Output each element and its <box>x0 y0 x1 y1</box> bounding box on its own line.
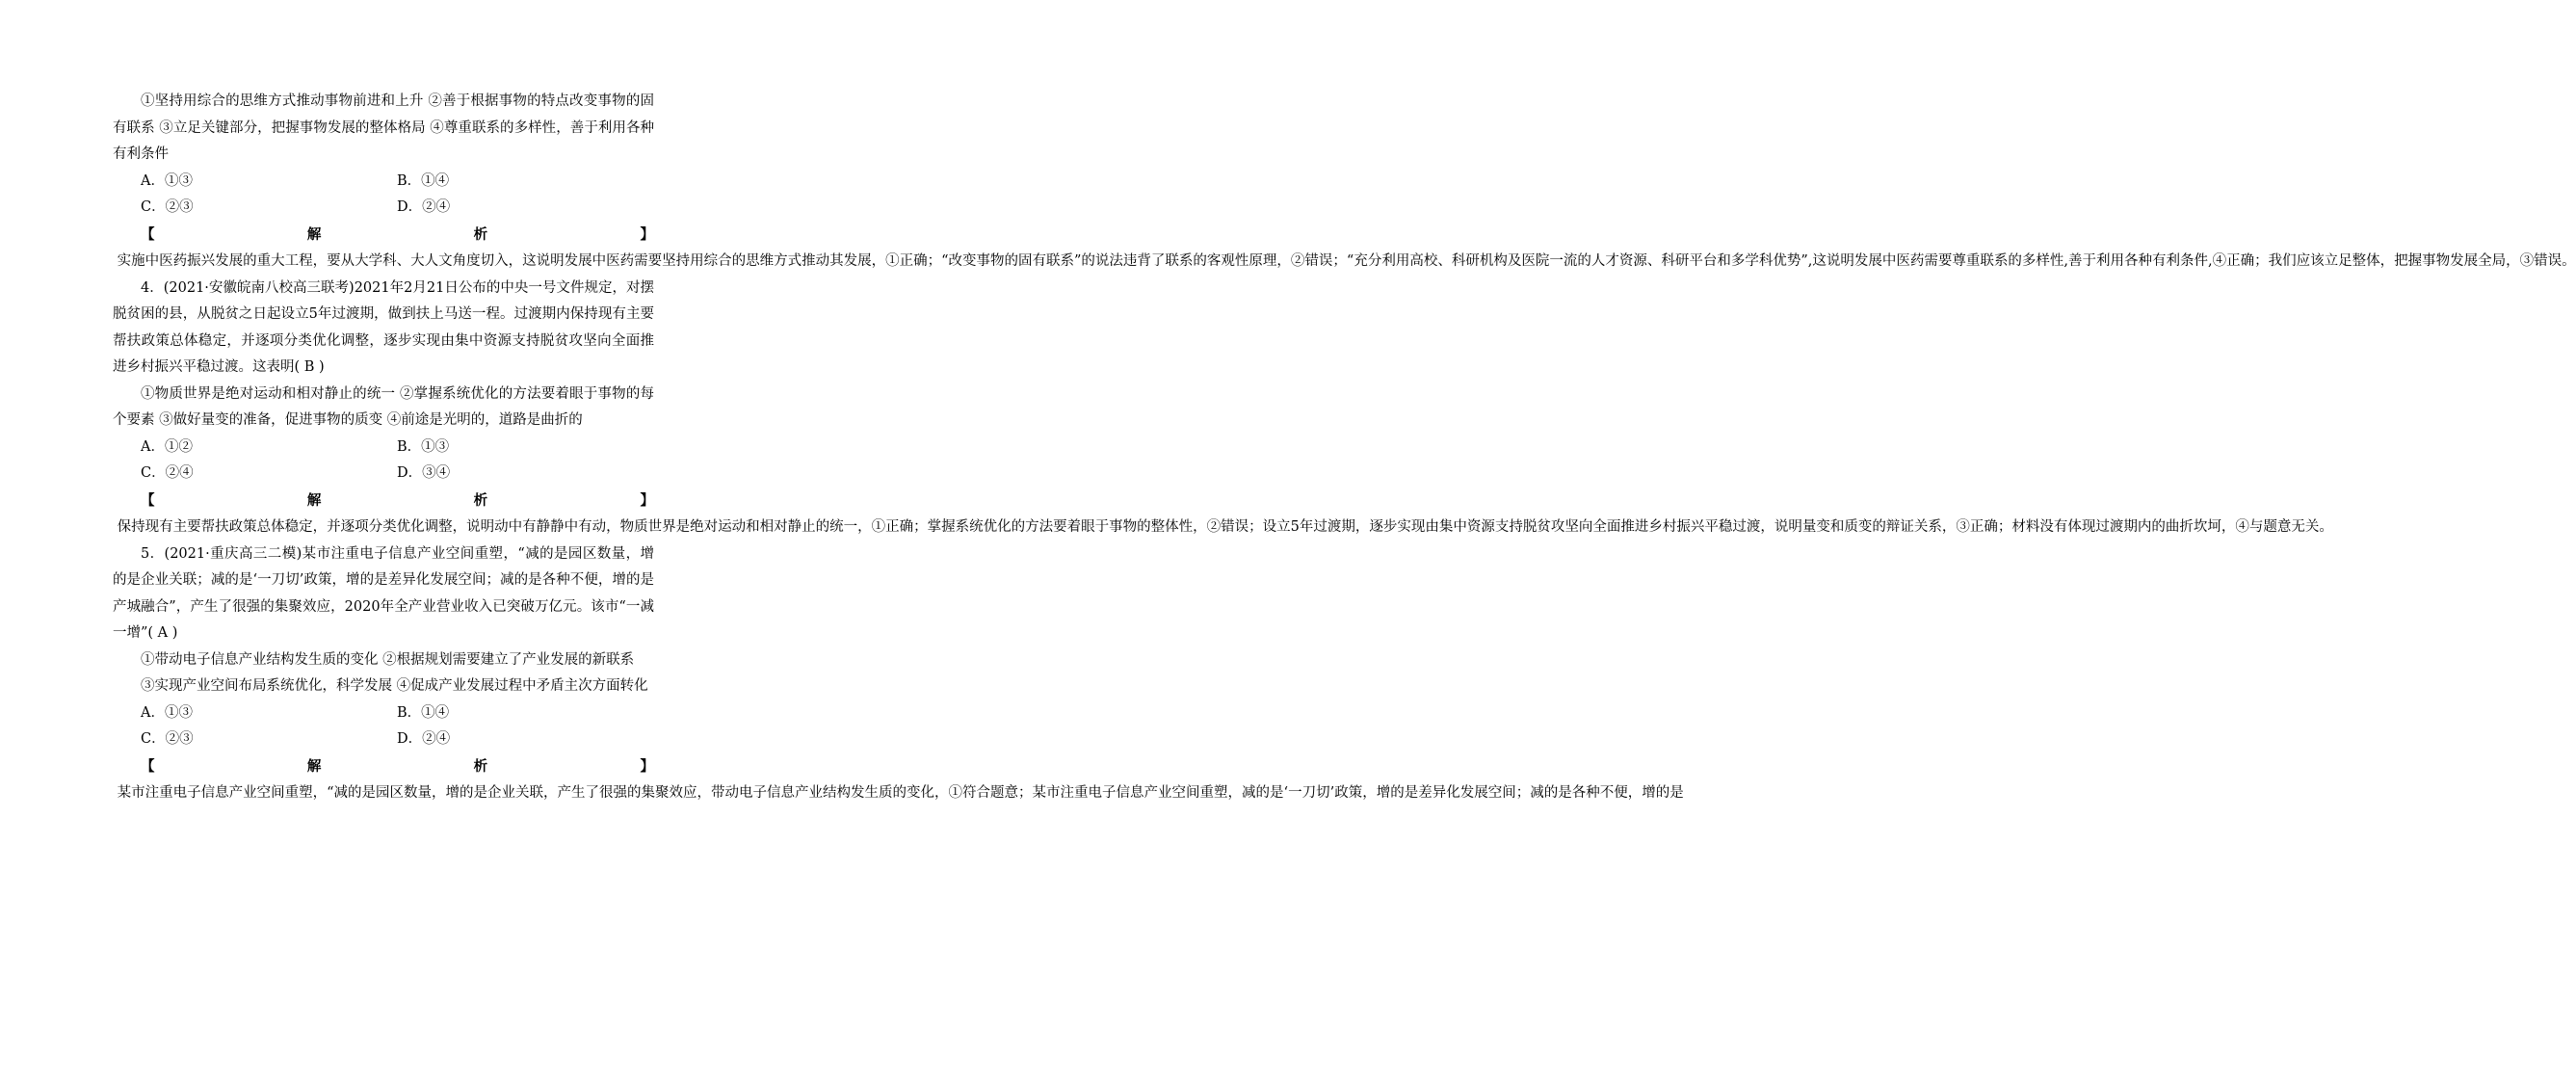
q4-option-c: C．②④ <box>141 465 194 481</box>
q5-option-d: D．②④ <box>397 731 451 747</box>
q4-option-a: A．①② <box>141 438 193 455</box>
q4-options-row-2 <box>113 461 654 488</box>
q4-statements: ①物质世界是绝对运动和相对静止的统一 ②掌握系统优化的方法要着眼于事物的每个要素 ③做好量变的准备，促进事物的质变 ④前途是光明的，道路是曲折的 <box>113 385 654 428</box>
q3-option-a: A．①③ <box>141 172 193 189</box>
q3-statements: ①坚持用综合的思维方式推动事物前进和上升 ②善于根据事物的特点改变事物的固有联系 ③立足关键部分，把握事物发展的整体格局 ④尊重联系的多样性，善于利用各种有利条件 <box>113 93 654 162</box>
q5-statement-line-1: ①带动电子信息产业结构发生质的变化 ②根据规划需要建立了产业发展的新联系 <box>141 651 635 668</box>
q3-analysis-tag: 【解析】 <box>141 225 654 243</box>
q5-analysis-tag: 【解析】 <box>141 757 654 775</box>
q3-options-row-2 <box>113 195 654 222</box>
q5-option-b: B．①④ <box>397 704 450 721</box>
q3-options-row-1 <box>113 169 654 196</box>
q5-options-row-2 <box>113 726 654 753</box>
q3-analysis-text: 实施中医药振兴发展的重大工程，要从大学科、大人文角度切入，这说明发展中医药需要坚持用综合的思维方式推动其发展，①正确；“改变事物的固有联系”的说法违背了联系的客观性原理，②错误；“充分利用高校、科研机构及医院一流的人才资源、科研平台和多学科优势”,这说明发展中医药需要尊重联系的多样性,善于利用各种有利条件,④正确；我们应该立足整体，把握事物发展全局，③错误。 <box>113 253 2576 269</box>
q5-analysis-text: 某市注重电子信息产业空间重塑，“减的是园区数量，增的是企业关联，产生了很强的集聚效应，带动电子信息产业结构发生质的变化，①符合题意；某市注重电子信息产业空间重塑，减的是‘一刀切’政策，增的是差异化发展空间；减的是各种不便，增的是 <box>113 785 1684 801</box>
q5-statement-line-2: ③实现产业空间布局系统优化，科学发展 ④促成产业发展过程中矛盾主次方面转化 <box>141 678 648 694</box>
q5-analysis <box>113 753 1684 807</box>
q5-options-row-1 <box>113 700 654 727</box>
q4-analysis <box>113 488 2333 541</box>
q3-analysis <box>113 222 2576 276</box>
q3-option-d: D．②④ <box>397 199 451 215</box>
q4-analysis-tag: 【解析】 <box>141 491 654 509</box>
q4-option-d: D．③④ <box>397 465 451 481</box>
q3-option-b: B．①④ <box>397 172 450 189</box>
q5-option-a: A．①③ <box>141 704 193 721</box>
q4-option-b: B．①③ <box>397 438 450 455</box>
q5-option-c: C．②③ <box>141 731 194 747</box>
q4-stem: 4．(2021·安徽皖南八校高三联考)2021年2月21日公布的中央一号文件规定，对摆脱贫困的县，从脱贫之日起设立5年过渡期，做到扶上马送一程。过渡期内保持现有主要帮扶政策总体稳定，并逐项分类优化调整，逐步实现由集中资源支持脱贫攻坚向全面推进乡村振兴平稳过渡。这表明( B ) <box>113 279 654 375</box>
q3-option-c: C．②③ <box>141 199 194 215</box>
q5-stem: 5．(2021·重庆高三二模)某市注重电子信息产业空间重塑，“减的是园区数量，增的是企业关联；减的是‘一刀切’政策，增的是差异化发展空间；减的是各种不便，增的是产城融合”，产生了很强的集聚效应，2020年全产业营业收入已突破万亿元。该市“一减一增”( A ) <box>113 545 654 641</box>
q4-options-row-1 <box>113 435 654 462</box>
document-page <box>113 89 2576 807</box>
q4-analysis-text: 保持现有主要帮扶政策总体稳定，并逐项分类优化调整，说明动中有静静中有动，物质世界是绝对运动和相对静止的统一，①正确；掌握系统优化的方法要着眼于事物的整体性，②错误；设立5年过渡期，逐步实现由集中资源支持脱贫攻坚向全面推进乡村振兴平稳过渡，说明量变和质变的辩证关系，③正确；材料没有体现过渡期内的曲折坎坷，④与题意无关。 <box>113 519 2333 535</box>
